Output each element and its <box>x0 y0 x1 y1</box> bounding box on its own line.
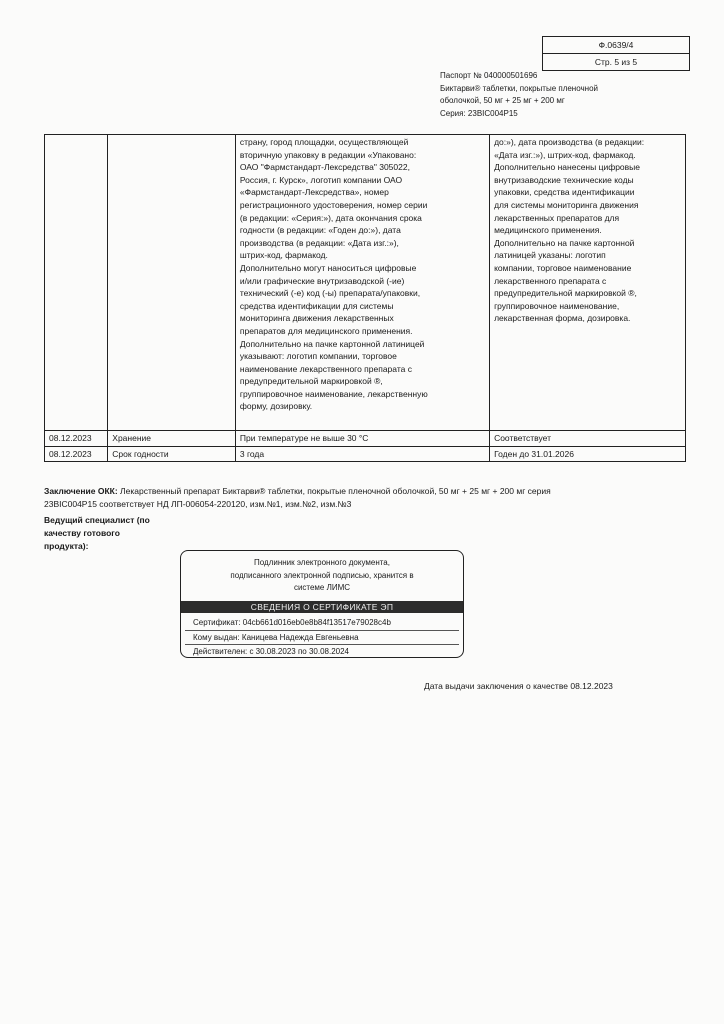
result-cell: Соответствует <box>490 431 686 447</box>
stamp-header <box>181 551 463 601</box>
series: Серия: 23BIC004P15 <box>440 108 518 118</box>
requirement-cell: 3 года <box>235 446 489 462</box>
certificate-id: Сертификат: 04cb661d016eb0e8b84f13517e79028c4b <box>193 618 391 627</box>
form-code: Ф.0639/4 <box>598 40 634 50</box>
passport-number: Паспорт № 040000501696 <box>440 71 538 80</box>
table-row <box>45 446 686 462</box>
product-line-1: Биктарви® таблетки, покрытые пленочной <box>440 83 599 93</box>
test-results-table <box>44 134 686 462</box>
page-number: Стр. 5 из 5 <box>543 53 689 70</box>
certificate-info-bar: СВЕДЕНИЯ О СЕРТИФИКАТЕ ЭП <box>181 601 463 613</box>
certificate-holder: Кому выдан: Каницева Надежда Евгеньевна <box>185 630 459 645</box>
qc-conclusion <box>44 485 604 511</box>
certificate-details <box>185 616 459 659</box>
issue-date: Дата выдачи заключения о качестве 08.12.2023 <box>424 681 613 691</box>
result-cell: Годен до 31.01.2026 <box>490 446 686 462</box>
date-cell: 08.12.2023 <box>45 446 108 462</box>
table-row <box>45 431 686 447</box>
parameter-cell: Хранение <box>108 431 236 447</box>
requirement-text: страну, город площадки, осуществляющей вторичную упаковку в редакции «Упаковано: ОАО "Фармстандарт-Лексредства" 305022, Россия, г. Курск», логотип компании ОАО «Фармстандарт-Лексредства», номер регистрационного удостоверения, номер серии (в редакции: «Серия:»), дата окончания срока годности (в редакции: «Годен до:»), дата производства (в редакции: «Дата изг.:»), штрих-код, фармакод. Дополнительно могут наноситься цифровые и/или графические внутризаводской (-ие) технический (-е) код (-ы) препарата/упаковки, средства идентификации для системы мониторинга движения лекарственных препаратов для медицинского применения. Дополнительно на пачке картонной латиницей указывают: логотип компании, торговое наименование лекарственного препарата с предупредительной маркировкой ®, группировочное наименование, лекарственную форму, дозировку. <box>239 137 428 412</box>
conclusion-text: Лекарственный препарат Биктарви® таблетки, покрытые пленочной оболочкой, 50 мг + 25 мг + 200 мг серия 23BIC004P15 соответствует НД ЛП-006054-220120, изм.№1, изм.№2, изм.№3 <box>44 486 551 509</box>
conclusion-label: Заключение ОКК: <box>44 486 118 496</box>
form-code-box <box>542 36 690 71</box>
result-text: до:»), дата производства (в редакции: «Дата изг.:»), штрих-код, фармакод. Дополнительно нанесены цифровые внутризаводские технические коды упаковки, средства идентификации для системы мониторинга движения лекарственных препаратов для медицинского применения. Дополнительно на пачке картонной латиницей указаны: логотип компании, торговое наименование лекарственного препарата с предупредительной маркировкой ®, группировочное наименование, лекарственная форма, дозировка. <box>494 137 645 324</box>
date-cell: 08.12.2023 <box>45 431 108 447</box>
specialist-label: Ведущий специалист (по качеству готового продукта): <box>44 515 150 551</box>
electronic-signature-stamp <box>180 550 464 658</box>
requirement-cell: При температуре не выше 30 °С <box>235 431 489 447</box>
stamp-line-1: Подлинник электронного документа, <box>254 558 390 567</box>
parameter-cell: Срок годности <box>108 446 236 462</box>
requirement-cell <box>235 135 489 431</box>
stamp-line-3: системе ЛИМС <box>293 583 351 592</box>
date-cell <box>45 135 108 431</box>
product-line-2: оболочкой, 50 мг + 25 мг + 200 мг <box>440 96 565 105</box>
passport-header <box>440 70 710 120</box>
certificate-validity: Действителен: с 30.08.2023 по 30.08.2024 <box>185 644 459 659</box>
result-cell <box>490 135 686 431</box>
table-row <box>45 135 686 431</box>
parameter-cell <box>108 135 236 431</box>
stamp-line-2: подписанного электронной подписью, хранится в <box>230 570 414 580</box>
